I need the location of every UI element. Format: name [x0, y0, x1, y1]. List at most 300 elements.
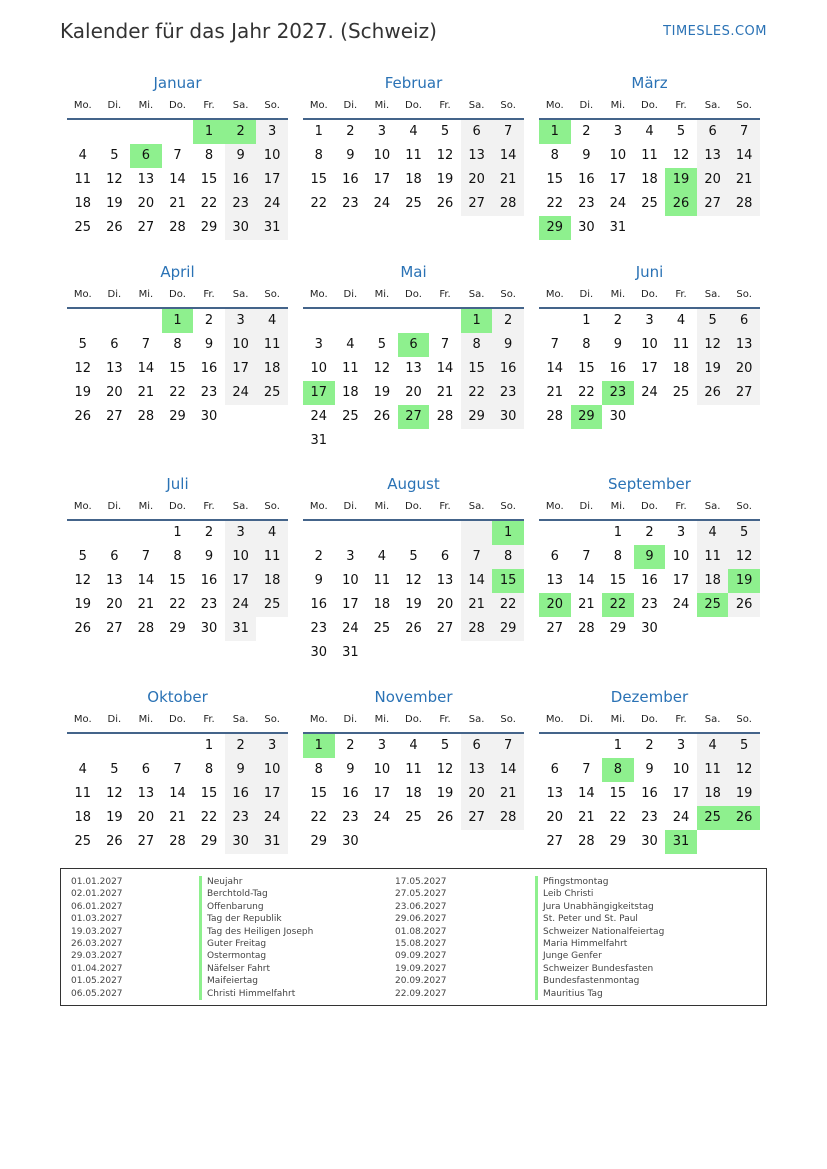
day-cell[interactable]: 5	[377, 337, 387, 352]
holiday-day-cell[interactable]: 1	[539, 120, 571, 144]
day-cell[interactable]: 10	[609, 148, 627, 163]
day-cell[interactable]: 16	[310, 597, 328, 612]
day-cell[interactable]: 5	[440, 738, 450, 753]
day-cell[interactable]: 25	[373, 621, 391, 636]
day-cell[interactable]: 22	[200, 810, 218, 825]
day-cell[interactable]: 18	[373, 597, 391, 612]
day-cell[interactable]: 23	[225, 806, 257, 830]
day-cell[interactable]: 27	[461, 806, 493, 830]
day-cell[interactable]: 18	[697, 782, 729, 806]
holiday-day-cell[interactable]: 1	[492, 521, 524, 545]
day-cell[interactable]: 15	[200, 786, 218, 801]
day-cell[interactable]: 26	[405, 621, 422, 636]
day-cell[interactable]: 16	[200, 361, 218, 376]
day-cell[interactable]: 7	[492, 734, 524, 758]
day-cell[interactable]: 6	[461, 120, 493, 144]
day-cell[interactable]: 24	[373, 196, 391, 211]
day-cell[interactable]: 28	[492, 192, 524, 216]
day-cell[interactable]: 17	[373, 786, 391, 801]
day-cell[interactable]: 9	[645, 762, 654, 777]
day-cell[interactable]: 4	[256, 309, 288, 333]
day-cell[interactable]: 11	[74, 172, 92, 187]
day-cell[interactable]: 2	[204, 525, 214, 540]
day-cell[interactable]: 30	[225, 830, 257, 854]
day-cell[interactable]: 14	[546, 361, 564, 376]
day-cell[interactable]: 11	[672, 337, 690, 352]
day-cell[interactable]: 20	[137, 196, 155, 211]
day-cell[interactable]: 14	[728, 144, 760, 168]
day-cell[interactable]: 29	[200, 220, 218, 235]
day-cell[interactable]: 30	[310, 645, 328, 660]
holiday-day-cell[interactable]: 27	[398, 405, 430, 429]
day-cell[interactable]: 2	[492, 309, 524, 333]
holiday-day-cell[interactable]: 6	[398, 333, 430, 357]
day-cell[interactable]: 6	[697, 120, 729, 144]
day-cell[interactable]: 13	[137, 786, 155, 801]
day-cell[interactable]: 11	[697, 545, 729, 569]
day-cell[interactable]: 24	[342, 621, 359, 636]
day-cell[interactable]: 31	[256, 216, 288, 240]
day-cell[interactable]: 13	[461, 144, 493, 168]
day-cell[interactable]: 6	[728, 309, 760, 333]
day-cell[interactable]: 18	[74, 810, 92, 825]
site-link[interactable]: TIMESLES.COM	[663, 24, 767, 39]
day-cell[interactable]: 18	[672, 361, 690, 376]
day-cell[interactable]: 13	[728, 333, 760, 357]
holiday-day-cell[interactable]: 29	[539, 216, 571, 240]
day-cell[interactable]: 7	[582, 549, 591, 564]
day-cell[interactable]: 24	[609, 196, 627, 211]
day-cell[interactable]: 5	[440, 124, 450, 139]
day-cell[interactable]: 23	[578, 196, 595, 211]
holiday-day-cell[interactable]: 1	[461, 309, 493, 333]
holiday-day-cell[interactable]: 8	[602, 758, 634, 782]
day-cell[interactable]: 3	[676, 525, 686, 540]
day-cell[interactable]: 6	[440, 549, 450, 564]
day-cell[interactable]: 11	[256, 545, 288, 569]
day-cell[interactable]: 7	[440, 337, 450, 352]
day-cell[interactable]: 26	[106, 834, 123, 849]
day-cell[interactable]: 17	[373, 172, 391, 187]
day-cell[interactable]: 7	[492, 120, 524, 144]
holiday-day-cell[interactable]: 1	[193, 120, 225, 144]
day-cell[interactable]: 29	[310, 834, 328, 849]
day-cell[interactable]: 20	[405, 385, 422, 400]
day-cell[interactable]: 2	[582, 124, 591, 139]
day-cell[interactable]: 25	[641, 196, 658, 211]
day-cell[interactable]: 12	[373, 361, 391, 376]
day-cell[interactable]: 21	[137, 597, 155, 612]
day-cell[interactable]: 16	[578, 172, 595, 187]
day-cell[interactable]: 25	[672, 385, 690, 400]
day-cell[interactable]: 18	[74, 196, 92, 211]
day-cell[interactable]: 26	[106, 220, 123, 235]
day-cell[interactable]: 23	[200, 597, 218, 612]
day-cell[interactable]: 16	[200, 573, 218, 588]
day-cell[interactable]: 22	[461, 381, 493, 405]
day-cell[interactable]: 8	[492, 545, 524, 569]
day-cell[interactable]: 22	[169, 385, 186, 400]
day-cell[interactable]: 4	[377, 549, 387, 564]
day-cell[interactable]: 6	[110, 337, 119, 352]
day-cell[interactable]: 18	[342, 385, 359, 400]
day-cell[interactable]: 27	[106, 621, 123, 636]
day-cell[interactable]: 13	[405, 361, 422, 376]
day-cell[interactable]: 26	[697, 381, 729, 405]
day-cell[interactable]: 3	[346, 549, 355, 564]
day-cell[interactable]: 3	[314, 337, 323, 352]
holiday-day-cell[interactable]: 25	[697, 806, 729, 830]
day-cell[interactable]: 24	[225, 381, 257, 405]
day-cell[interactable]: 31	[609, 220, 627, 235]
day-cell[interactable]: 16	[641, 573, 658, 588]
day-cell[interactable]: 11	[74, 786, 92, 801]
day-cell[interactable]: 15	[169, 573, 186, 588]
day-cell[interactable]: 25	[74, 834, 92, 849]
day-cell[interactable]: 16	[225, 782, 257, 806]
day-cell[interactable]: 13	[697, 144, 729, 168]
day-cell[interactable]: 17	[672, 786, 690, 801]
day-cell[interactable]: 22	[492, 593, 524, 617]
day-cell[interactable]: 17	[225, 569, 257, 593]
day-cell[interactable]: 26	[74, 409, 92, 424]
day-cell[interactable]: 12	[728, 758, 760, 782]
day-cell[interactable]: 3	[377, 124, 387, 139]
day-cell[interactable]: 6	[550, 762, 559, 777]
day-cell[interactable]: 30	[641, 621, 658, 636]
day-cell[interactable]: 3	[256, 734, 288, 758]
day-cell[interactable]: 17	[609, 172, 627, 187]
holiday-day-cell[interactable]: 19	[728, 569, 760, 593]
day-cell[interactable]: 11	[641, 148, 658, 163]
day-cell[interactable]: 23	[641, 597, 658, 612]
day-cell[interactable]: 27	[697, 192, 729, 216]
day-cell[interactable]: 15	[578, 361, 595, 376]
day-cell[interactable]: 11	[342, 361, 359, 376]
day-cell[interactable]: 25	[74, 220, 92, 235]
day-cell[interactable]: 9	[492, 333, 524, 357]
day-cell[interactable]: 30	[578, 220, 595, 235]
day-cell[interactable]: 14	[578, 573, 595, 588]
day-cell[interactable]: 29	[492, 617, 524, 641]
day-cell[interactable]: 2	[314, 549, 323, 564]
day-cell[interactable]: 30	[200, 409, 218, 424]
day-cell[interactable]: 2	[204, 313, 214, 328]
day-cell[interactable]: 23	[200, 385, 218, 400]
day-cell[interactable]: 24	[256, 806, 288, 830]
holiday-day-cell[interactable]: 15	[492, 569, 524, 593]
day-cell[interactable]: 29	[169, 409, 186, 424]
day-cell[interactable]: 6	[110, 549, 119, 564]
day-cell[interactable]: 7	[141, 549, 151, 564]
day-cell[interactable]: 14	[137, 361, 155, 376]
day-cell[interactable]: 10	[225, 333, 257, 357]
day-cell[interactable]: 16	[609, 361, 627, 376]
day-cell[interactable]: 13	[546, 573, 564, 588]
day-cell[interactable]: 19	[728, 782, 760, 806]
day-cell[interactable]: 26	[74, 621, 92, 636]
day-cell[interactable]: 25	[405, 196, 422, 211]
day-cell[interactable]: 10	[373, 148, 391, 163]
day-cell[interactable]: 10	[256, 144, 288, 168]
day-cell[interactable]: 28	[169, 220, 186, 235]
day-cell[interactable]: 5	[409, 549, 418, 564]
day-cell[interactable]: 21	[461, 593, 493, 617]
day-cell[interactable]: 13	[546, 786, 564, 801]
day-cell[interactable]: 12	[106, 786, 123, 801]
day-cell[interactable]: 24	[672, 597, 690, 612]
day-cell[interactable]: 12	[728, 545, 760, 569]
holiday-day-cell[interactable]: 17	[303, 381, 335, 405]
day-cell[interactable]: 3	[613, 124, 623, 139]
day-cell[interactable]: 14	[492, 758, 524, 782]
day-cell[interactable]: 28	[461, 617, 493, 641]
day-cell[interactable]: 30	[641, 834, 658, 849]
day-cell[interactable]: 7	[173, 762, 182, 777]
day-cell[interactable]: 26	[436, 196, 454, 211]
day-cell[interactable]: 24	[672, 810, 690, 825]
day-cell[interactable]: 30	[200, 621, 218, 636]
day-cell[interactable]: 2	[645, 525, 654, 540]
day-cell[interactable]: 8	[173, 337, 182, 352]
day-cell[interactable]: 10	[672, 762, 690, 777]
day-cell[interactable]: 21	[492, 168, 524, 192]
day-cell[interactable]: 31	[256, 830, 288, 854]
day-cell[interactable]: 12	[405, 573, 422, 588]
day-cell[interactable]: 15	[609, 573, 627, 588]
day-cell[interactable]: 17	[342, 597, 359, 612]
day-cell[interactable]: 27	[728, 381, 760, 405]
day-cell[interactable]: 15	[609, 786, 627, 801]
day-cell[interactable]: 9	[346, 762, 355, 777]
day-cell[interactable]: 7	[728, 120, 760, 144]
day-cell[interactable]: 19	[436, 172, 454, 187]
day-cell[interactable]: 4	[645, 124, 654, 139]
day-cell[interactable]: 4	[676, 313, 686, 328]
day-cell[interactable]: 19	[106, 810, 123, 825]
day-cell[interactable]: 11	[373, 573, 391, 588]
day-cell[interactable]: 5	[728, 734, 760, 758]
day-cell[interactable]: 28	[137, 409, 155, 424]
day-cell[interactable]: 4	[78, 762, 87, 777]
day-cell[interactable]: 7	[550, 337, 559, 352]
day-cell[interactable]: 18	[405, 786, 422, 801]
day-cell[interactable]: 27	[137, 834, 155, 849]
holiday-day-cell[interactable]: 23	[602, 381, 634, 405]
day-cell[interactable]: 4	[697, 521, 729, 545]
day-cell[interactable]: 14	[436, 361, 454, 376]
day-cell[interactable]: 11	[256, 333, 288, 357]
holiday-day-cell[interactable]: 29	[571, 405, 603, 429]
day-cell[interactable]: 21	[578, 597, 595, 612]
day-cell[interactable]: 25	[256, 381, 288, 405]
day-cell[interactable]: 20	[436, 597, 454, 612]
day-cell[interactable]: 16	[492, 357, 524, 381]
day-cell[interactable]: 18	[641, 172, 658, 187]
day-cell[interactable]: 6	[550, 549, 559, 564]
day-cell[interactable]: 1	[582, 313, 591, 328]
day-cell[interactable]: 4	[409, 124, 418, 139]
day-cell[interactable]: 24	[310, 409, 328, 424]
holiday-day-cell[interactable]: 1	[303, 734, 335, 758]
day-cell[interactable]: 15	[310, 786, 328, 801]
day-cell[interactable]: 23	[492, 381, 524, 405]
day-cell[interactable]: 28	[546, 409, 564, 424]
day-cell[interactable]: 5	[78, 337, 87, 352]
day-cell[interactable]: 1	[613, 525, 623, 540]
day-cell[interactable]: 20	[461, 168, 493, 192]
day-cell[interactable]: 9	[314, 573, 323, 588]
day-cell[interactable]: 19	[106, 196, 123, 211]
day-cell[interactable]: 25	[405, 810, 422, 825]
day-cell[interactable]: 21	[728, 168, 760, 192]
day-cell[interactable]: 21	[169, 810, 186, 825]
day-cell[interactable]: 5	[728, 521, 760, 545]
day-cell[interactable]: 20	[137, 810, 155, 825]
day-cell[interactable]: 27	[137, 220, 155, 235]
day-cell[interactable]: 8	[613, 549, 623, 564]
day-cell[interactable]: 13	[137, 172, 155, 187]
day-cell[interactable]: 21	[137, 385, 155, 400]
day-cell[interactable]: 6	[461, 734, 493, 758]
day-cell[interactable]: 7	[582, 762, 591, 777]
day-cell[interactable]: 10	[373, 762, 391, 777]
day-cell[interactable]: 19	[373, 385, 391, 400]
day-cell[interactable]: 12	[697, 333, 729, 357]
day-cell[interactable]: 2	[346, 124, 355, 139]
day-cell[interactable]: 25	[256, 593, 288, 617]
day-cell[interactable]: 12	[74, 573, 92, 588]
day-cell[interactable]: 10	[641, 337, 658, 352]
day-cell[interactable]: 4	[409, 738, 418, 753]
holiday-day-cell[interactable]: 25	[697, 593, 729, 617]
day-cell[interactable]: 13	[106, 573, 123, 588]
day-cell[interactable]: 10	[225, 545, 257, 569]
day-cell[interactable]: 28	[436, 409, 454, 424]
day-cell[interactable]: 14	[169, 786, 186, 801]
day-cell[interactable]: 10	[672, 549, 690, 564]
day-cell[interactable]: 14	[461, 569, 493, 593]
day-cell[interactable]: 9	[204, 549, 214, 564]
day-cell[interactable]: 19	[74, 385, 92, 400]
day-cell[interactable]: 24	[256, 192, 288, 216]
day-cell[interactable]: 20	[546, 810, 564, 825]
day-cell[interactable]: 22	[200, 196, 218, 211]
day-cell[interactable]: 17	[672, 573, 690, 588]
day-cell[interactable]: 19	[697, 357, 729, 381]
day-cell[interactable]: 27	[546, 834, 564, 849]
day-cell[interactable]: 19	[405, 597, 422, 612]
holiday-day-cell[interactable]: 26	[728, 806, 760, 830]
day-cell[interactable]: 5	[78, 549, 87, 564]
day-cell[interactable]: 28	[169, 834, 186, 849]
day-cell[interactable]: 21	[546, 385, 564, 400]
day-cell[interactable]: 24	[225, 593, 257, 617]
day-cell[interactable]: 5	[110, 762, 119, 777]
day-cell[interactable]: 10	[256, 758, 288, 782]
day-cell[interactable]: 12	[106, 172, 123, 187]
day-cell[interactable]: 18	[405, 172, 422, 187]
day-cell[interactable]: 15	[546, 172, 564, 187]
day-cell[interactable]: 8	[314, 148, 323, 163]
day-cell[interactable]: 27	[461, 192, 493, 216]
day-cell[interactable]: 14	[492, 144, 524, 168]
day-cell[interactable]: 3	[256, 120, 288, 144]
day-cell[interactable]: 23	[225, 192, 257, 216]
holiday-day-cell[interactable]: 22	[602, 593, 634, 617]
day-cell[interactable]: 23	[310, 621, 328, 636]
day-cell[interactable]: 24	[641, 385, 658, 400]
day-cell[interactable]: 28	[728, 192, 760, 216]
day-cell[interactable]: 4	[346, 337, 355, 352]
day-cell[interactable]: 28	[578, 621, 595, 636]
day-cell[interactable]: 2	[225, 734, 257, 758]
holiday-day-cell[interactable]: 20	[539, 593, 571, 617]
day-cell[interactable]: 28	[137, 621, 155, 636]
day-cell[interactable]: 3	[377, 738, 387, 753]
day-cell[interactable]: 22	[546, 196, 564, 211]
day-cell[interactable]: 29	[461, 405, 493, 429]
day-cell[interactable]: 24	[373, 810, 391, 825]
day-cell[interactable]: 10	[310, 361, 328, 376]
day-cell[interactable]: 19	[436, 786, 454, 801]
day-cell[interactable]: 23	[342, 810, 359, 825]
day-cell[interactable]: 11	[405, 762, 422, 777]
day-cell[interactable]: 9	[225, 758, 257, 782]
day-cell[interactable]: 19	[74, 597, 92, 612]
day-cell[interactable]: 9	[613, 337, 623, 352]
day-cell[interactable]: 12	[74, 361, 92, 376]
day-cell[interactable]: 12	[436, 148, 454, 163]
day-cell[interactable]: 31	[310, 433, 328, 448]
day-cell[interactable]: 26	[436, 810, 454, 825]
day-cell[interactable]: 22	[578, 385, 595, 400]
day-cell[interactable]: 17	[225, 357, 257, 381]
day-cell[interactable]: 7	[461, 545, 493, 569]
day-cell[interactable]: 4	[78, 148, 87, 163]
day-cell[interactable]: 8	[204, 762, 214, 777]
day-cell[interactable]: 17	[641, 361, 658, 376]
day-cell[interactable]: 9	[204, 337, 214, 352]
day-cell[interactable]: 18	[697, 569, 729, 593]
day-cell[interactable]: 23	[641, 810, 658, 825]
day-cell[interactable]: 15	[310, 172, 328, 187]
day-cell[interactable]: 21	[436, 385, 454, 400]
day-cell[interactable]: 16	[342, 786, 359, 801]
day-cell[interactable]: 2	[613, 313, 623, 328]
day-cell[interactable]: 8	[582, 337, 591, 352]
day-cell[interactable]: 8	[550, 148, 559, 163]
day-cell[interactable]: 17	[256, 782, 288, 806]
holiday-day-cell[interactable]: 31	[665, 830, 697, 854]
day-cell[interactable]: 9	[346, 148, 355, 163]
holiday-day-cell[interactable]: 6	[130, 144, 162, 168]
day-cell[interactable]: 20	[728, 357, 760, 381]
day-cell[interactable]: 1	[204, 738, 214, 753]
day-cell[interactable]: 27	[436, 621, 454, 636]
day-cell[interactable]: 21	[169, 196, 186, 211]
day-cell[interactable]: 25	[342, 409, 359, 424]
day-cell[interactable]: 5	[697, 309, 729, 333]
holiday-day-cell[interactable]: 19	[665, 168, 697, 192]
day-cell[interactable]: 2	[346, 738, 355, 753]
day-cell[interactable]: 11	[697, 758, 729, 782]
day-cell[interactable]: 20	[106, 597, 123, 612]
day-cell[interactable]: 8	[461, 333, 493, 357]
day-cell[interactable]: 1	[314, 124, 323, 139]
day-cell[interactable]: 29	[609, 621, 627, 636]
day-cell[interactable]: 22	[310, 196, 328, 211]
